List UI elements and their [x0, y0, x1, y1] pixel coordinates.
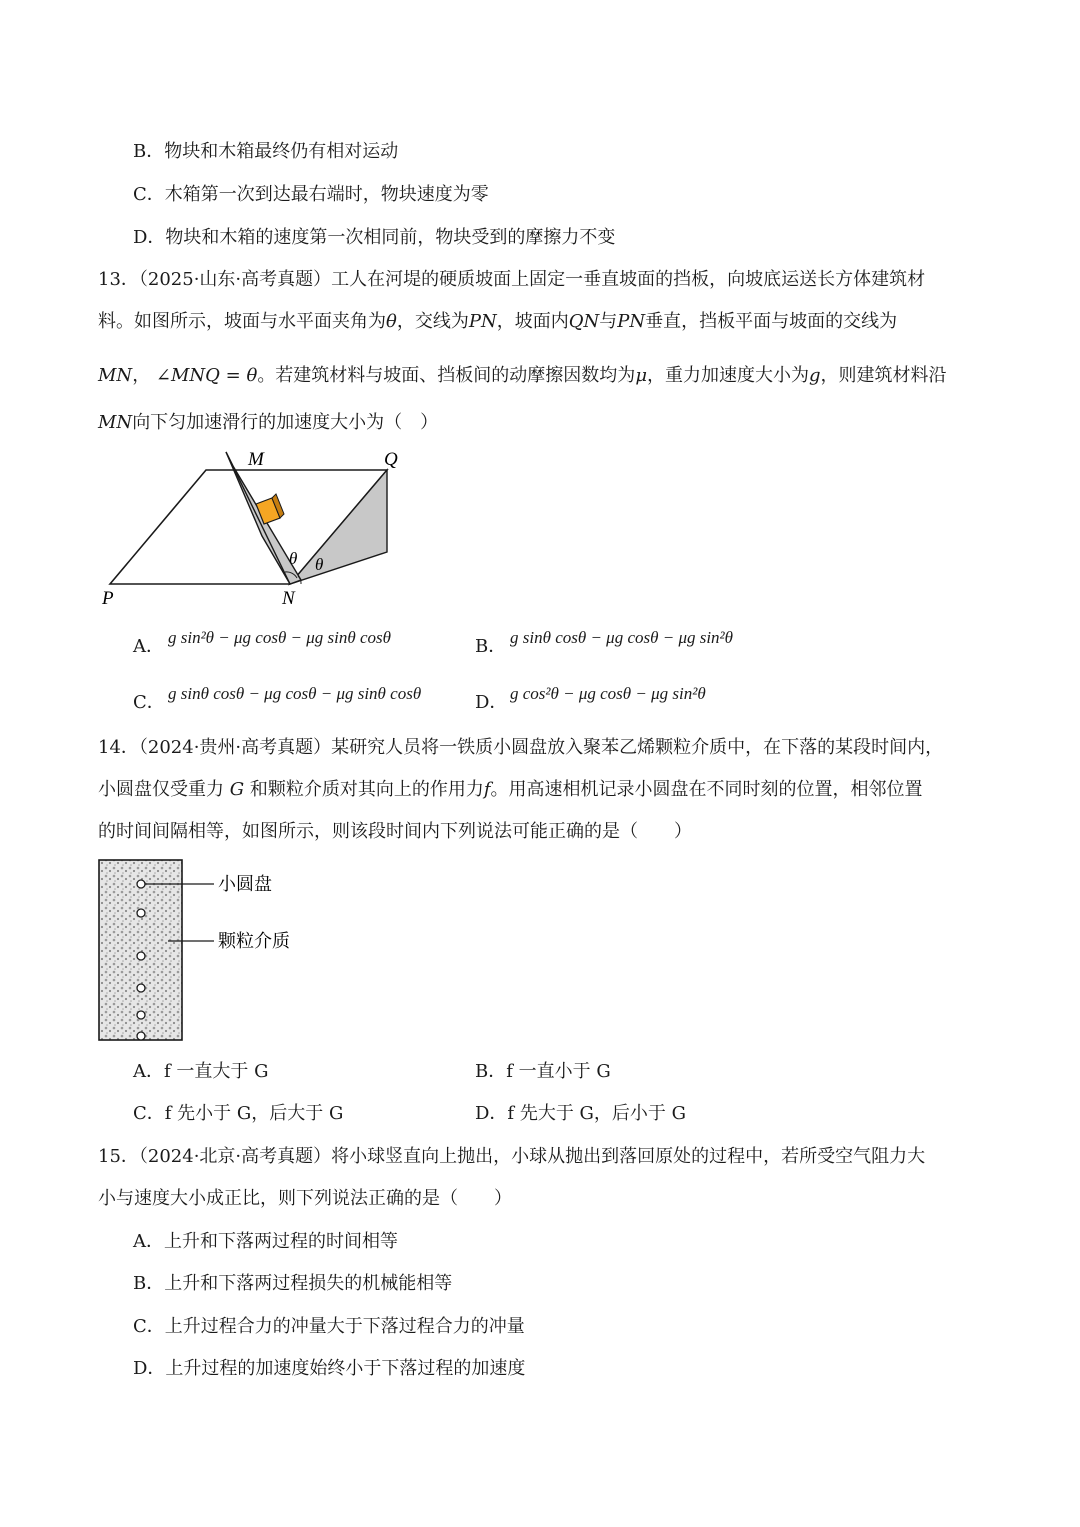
q13-figure [96, 444, 416, 610]
q13-option-b: g sinθ cosθ − μg cosθ − μg sin²θ [510, 628, 734, 647]
disk-position [137, 1032, 145, 1040]
gray-face [290, 470, 387, 584]
q13-stem-line4: MN向下匀加速滑行的加速度大小为（ ） [98, 412, 439, 433]
disk-position [137, 952, 145, 960]
q14-figure [96, 858, 316, 1044]
q14-stem-line2: 小圆盘仅受重力 G 和颗粒介质对其向上的作用力f。用高速相机记录小圆盘在不同时刻的位置，相邻位置 [98, 779, 923, 800]
label-granular-medium: 颗粒介质 [218, 931, 290, 951]
q14-option-c: C．f 先小于 G，后大于 G [133, 1103, 344, 1124]
q13-stem-line1: 13．（2025·山东·高考真题）工人在河堤的硬质坡面上固定一垂直坡面的挡板，向坡底运送长方体建筑材 [98, 269, 926, 290]
q13-stem-line3: MN， ∠MNQ = θ。若建筑材料与坡面、挡板间的动摩擦因数均为μ，重力加速度大小为g，则建筑材料沿 [98, 365, 947, 386]
q14-option-b: B．f 一直小于 G [475, 1061, 611, 1082]
label-m: M [248, 449, 264, 470]
q15-option-d: D．上升过程的加速度始终小于下落过程的加速度 [133, 1358, 526, 1379]
q13-option-c-label: C． [133, 692, 165, 713]
q13-option-b-label: B． [475, 636, 507, 657]
label-n: N [282, 588, 295, 609]
label-theta-1: θ [289, 549, 298, 568]
q14-option-a: A．f 一直大于 G [133, 1061, 269, 1082]
q15-stem-line1: 15．（2024·北京·高考真题）将小球竖直向上抛出，小球从抛出到落回原处的过程中，若所受空气阻力大 [98, 1146, 926, 1167]
label-p: P [102, 588, 114, 609]
disk-position [137, 984, 145, 992]
q15-option-b: B．上升和下落两过程损失的机械能相等 [133, 1273, 453, 1294]
q15-option-a: A．上升和下落两过程的时间相等 [133, 1231, 398, 1252]
q13-option-d: g cos²θ − μg cosθ − μg sin²θ [510, 684, 706, 703]
label-q: Q [384, 449, 398, 470]
q13-option-a: g sin²θ − μg cosθ − μg sinθ cosθ [168, 628, 392, 647]
q14-stem-line3: 的时间间隔相等，如图所示，则该段时间内下列说法可能正确的是（ ） [98, 821, 692, 842]
q13-option-a-label: A． [133, 636, 164, 657]
q15-stem-line2: 小与速度大小成正比，则下列说法正确的是（ ） [98, 1188, 512, 1209]
q13-option-d-label: D． [475, 692, 508, 713]
q12-option-d: D．物块和木箱的速度第一次相同前，物块受到的摩擦力不变 [133, 227, 616, 248]
q12-option-b: B．物块和木箱最终仍有相对运动 [133, 141, 399, 162]
disk-position [137, 1011, 145, 1019]
label-theta-2: θ [315, 555, 324, 574]
disk-position [137, 880, 145, 888]
q14-option-d: D．f 先大于 G，后小于 G [475, 1103, 687, 1124]
q14-stem-line1: 14．（2024·贵州·高考真题）某研究人员将一铁质小圆盘放入聚苯乙烯颗粒介质中，在下落的某段时间内， [98, 737, 944, 758]
q13-option-c: g sinθ cosθ − μg cosθ − μg sinθ cosθ [168, 684, 422, 703]
disk-position [137, 909, 145, 917]
label-small-disk: 小圆盘 [218, 874, 272, 894]
q13-stem-line2: 料。如图所示，坡面与水平面夹角为θ，交线为PN，坡面内QN与PN垂直，挡板平面与坡面的交线为 [98, 311, 898, 332]
q12-option-c: C．木箱第一次到达最右端时，物块速度为零 [133, 184, 489, 205]
q15-option-c: C．上升过程合力的冲量大于下落过程合力的冲量 [133, 1316, 525, 1337]
